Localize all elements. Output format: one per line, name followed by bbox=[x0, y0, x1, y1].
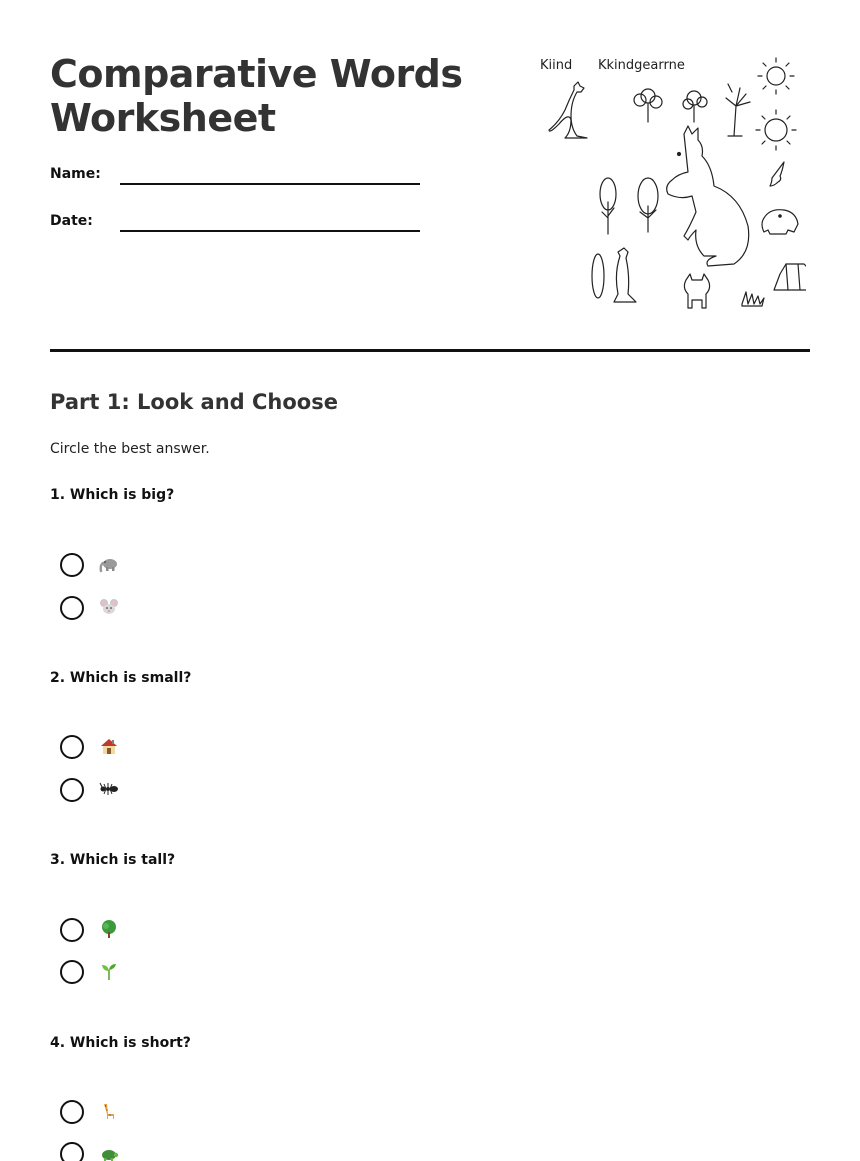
answer-radio[interactable] bbox=[60, 596, 84, 620]
name-line[interactable] bbox=[120, 183, 420, 185]
answer-radio[interactable] bbox=[60, 778, 84, 802]
mouse-icon bbox=[98, 597, 120, 619]
question-2-text: 2. Which is small? bbox=[50, 670, 192, 686]
illustration-caption-left: Kiind bbox=[540, 58, 573, 73]
small-kangaroo-icon bbox=[549, 82, 587, 138]
house-icon bbox=[98, 736, 120, 758]
question-4 bbox=[50, 1035, 810, 1055]
date-label: Date: bbox=[50, 213, 93, 229]
question-1 bbox=[50, 487, 810, 507]
kangaroo-coloring-picture bbox=[536, 52, 806, 314]
sun-icon-1 bbox=[758, 58, 794, 94]
wombat-icon bbox=[762, 210, 806, 234]
question-4-text: 4. Which is short? bbox=[50, 1035, 191, 1051]
bare-tree-icon bbox=[726, 84, 750, 136]
question-1-text: 1. Which is big? bbox=[50, 487, 175, 503]
question-3-option-b[interactable] bbox=[60, 960, 260, 986]
sun-icon-2 bbox=[756, 110, 796, 150]
seedling-icon bbox=[98, 961, 120, 983]
name-label: Name: bbox=[50, 166, 101, 182]
question-2-option-b[interactable] bbox=[60, 778, 260, 804]
grass-icon bbox=[742, 292, 764, 306]
illustration-caption-right: Kkindgearrne bbox=[598, 58, 685, 73]
animals-illustration bbox=[536, 52, 806, 314]
name-field[interactable] bbox=[50, 166, 420, 194]
title-line-1: Comparative Words bbox=[50, 52, 463, 96]
tree-icon bbox=[98, 919, 120, 941]
question-2-option-a[interactable] bbox=[60, 735, 260, 761]
bird-icon bbox=[770, 162, 784, 186]
large-kangaroo-icon bbox=[667, 126, 749, 266]
giraffe-icon bbox=[98, 1101, 120, 1123]
question-1-option-b[interactable] bbox=[60, 596, 260, 622]
answer-radio[interactable] bbox=[60, 553, 84, 577]
question-3-text: 3. Which is tall? bbox=[50, 852, 176, 868]
answer-radio[interactable] bbox=[60, 960, 84, 984]
answer-radio[interactable] bbox=[60, 918, 84, 942]
bushy-tree-icon-2 bbox=[638, 178, 658, 232]
worksheet-header bbox=[50, 0, 810, 330]
question-2 bbox=[50, 670, 810, 690]
stump-icon bbox=[774, 264, 806, 290]
question-1-option-a[interactable] bbox=[60, 553, 260, 579]
answer-radio[interactable] bbox=[60, 1100, 84, 1124]
question-4-option-b[interactable] bbox=[60, 1142, 260, 1161]
question-4-option-a[interactable] bbox=[60, 1100, 260, 1126]
elephant-icon bbox=[98, 554, 120, 576]
turtle-icon bbox=[98, 1143, 120, 1161]
meerkat-icon bbox=[592, 248, 636, 302]
tree-icon-2 bbox=[683, 91, 707, 122]
question-3 bbox=[50, 852, 810, 872]
worksheet-title bbox=[50, 52, 500, 140]
header-divider bbox=[50, 349, 810, 352]
date-line[interactable] bbox=[120, 230, 420, 232]
small-animal-icon bbox=[684, 274, 709, 308]
title-line-2: Worksheet bbox=[50, 96, 276, 140]
part1-title: Part 1: Look and Choose bbox=[50, 390, 338, 414]
answer-radio[interactable] bbox=[60, 735, 84, 759]
bushy-tree-icon-1 bbox=[600, 178, 616, 234]
answer-radio[interactable] bbox=[60, 1142, 84, 1161]
question-3-option-a[interactable] bbox=[60, 918, 260, 944]
ant-icon bbox=[98, 779, 120, 801]
part1-instructions: Circle the best answer. bbox=[50, 441, 210, 457]
tree-icon-1 bbox=[634, 89, 662, 122]
date-field[interactable] bbox=[50, 213, 420, 241]
